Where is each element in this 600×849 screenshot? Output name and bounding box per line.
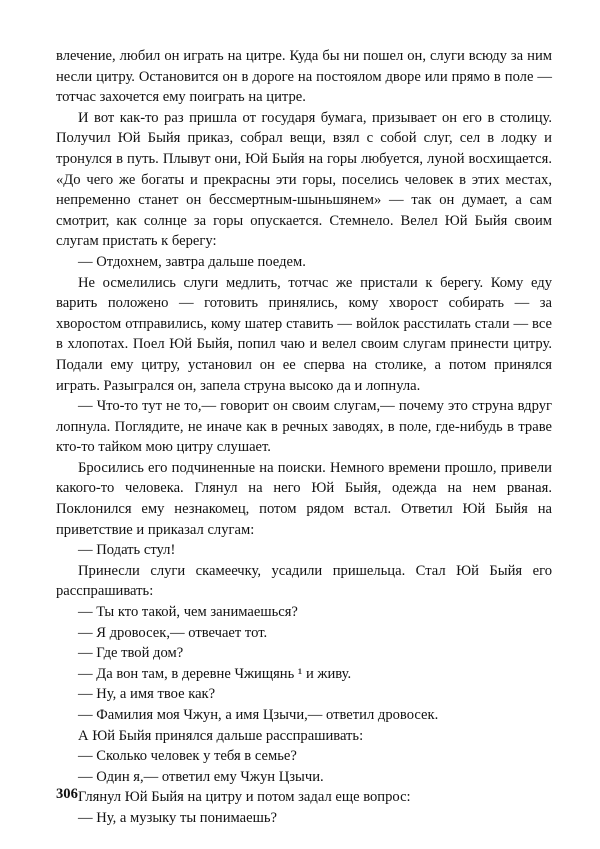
dialogue-line: — Ты кто такой, чем занимаешься? [78,604,298,621]
dialogue-line: — Сколько человек у тебя в семье? [78,748,297,765]
paragraph: А Юй Быйя принялся дальше расспрашивать: [78,727,364,744]
paragraph: Не осмелились слуги медлить, тотчас же пристали к берегу. Кому еду варить положено — готовить принялись, кому хворост собирать — за хворостом отправились, кому шатер ставить — войлок расстилать стали — все в хлопотах. Поел Юй Быйя, попил чаю и велел своим слугам принести цитру. Подали ему цитру, установил он ее сперва на столике, а потом принялся играть. Разыгрался он, запела струна высоко да и лопнула. [56,274,552,394]
paragraph: Глянул Юй Быйя на цитру и потом задал еще вопрос: [78,789,411,806]
dialogue-line: — Ну, а музыку ты понимаешь? [78,809,277,826]
dialogue-line: — Да вон там, в деревне Чжищянь ¹ и живу. [78,665,352,682]
dialogue-line: — Фамилия моя Чжун, а имя Цзычи,— ответил дровосек. [78,707,439,723]
dialogue-line: — Я дровосек,— отвечает тот. [78,624,268,641]
paragraph: влечение, любил он играть на цитре. Куда бы ни пошел он, слуги всюду за ним несли цитру. Остановится он в дороге на постоялом дворе или прямо в поле — тотчас захочется ему поиграть на цитре. [56,48,552,106]
dialogue-line: — Что-то тут не то,— говорит он своим слугам,— почему это струна вдруг лопнула. Поглядите, не иначе как в речных заводях, в поле, где-нибудь в траве кто-то тайком мою цитру слушает. [56,398,552,456]
dialogue-line: — Подать стул! [78,542,176,559]
body-text [56,46,552,829]
dialogue-line: — Отдохнем, завтра дальше поедем. [78,253,306,270]
page-number: 306 [56,786,78,802]
paragraph: Принесли слуги скамеечку, усадили пришельца. Стал Юй Быйя его расспрашивать: [56,562,552,600]
paragraph: Бросились его подчиненные на поиски. Немного времени прошло, привели какого-то человека. Глянул на него Юй Быйя, одежда на нем рваная. Поклонился ему незнакомец, потом рядом встал. Ответил Юй Быйя на приветствие и приказал слугам: [56,459,552,538]
paragraph: И вот как-то раз пришла от государя бумага, призывает он его в столицу. Получил Юй Быйя приказ, собрал вещи, взял с собой слуг, сел в лодку и тронулся в путь. Плывут они, Юй Быйя на горы любуется, луной восхищается. «До чего же богаты и прекрасны эти горы, поселись человек в этих местах, непременно станет он бессмертным-шыньшянем» — так он думает, а сам смотрит, как солнце за горы опускается. Стемнело. Велел Юй Быйя своим слугам пристать к берегу: [56,109,552,250]
dialogue-line: — Где твой дом? [78,645,184,662]
dialogue-line: — Ну, а имя твое как? [78,686,216,703]
dialogue-line: — Один я,— ответил ему Чжун Цзычи. [78,768,324,785]
